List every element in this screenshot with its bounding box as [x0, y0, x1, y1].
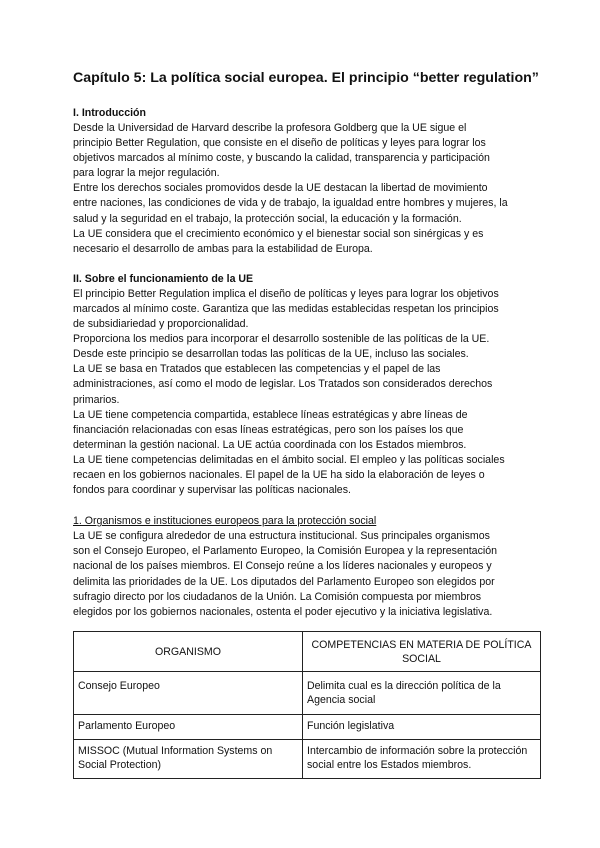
paragraph: [73, 529, 543, 620]
text-line: Proporciona los medios para incorporar el desarrollo sostenible de las políticas de la UE.: [73, 333, 490, 346]
document-page: [73, 70, 543, 620]
table-header-row: [74, 632, 541, 672]
text-line: fondos para coordinar y supervisar las políticas nacionales.: [73, 484, 351, 497]
table-cell: Delimita cual es la dirección política de la Agencia social: [303, 672, 541, 715]
text-line: Desde la Universidad de Harvard describe la profesora Goldberg que la UE sigue el: [73, 122, 467, 134]
text-line: para lograr la mejor regulación.: [73, 167, 220, 180]
text-line: La UE tiene competencias delimitadas en el ámbito social. El empleo y las políticas sociales: [73, 453, 505, 466]
text-line: administraciones, así como el modo de legislar. Los Tratados son considerados derechos: [73, 378, 493, 391]
text-line: de subsidiariedad y proporcionalidad.: [73, 318, 249, 331]
table-row: [74, 715, 541, 740]
text-line: Desde este principio se desarrollan todas las políticas de la UE, incluso las sociales.: [73, 348, 469, 361]
table-cell: Intercambio de información sobre la protección social entre los Estados miembros.: [303, 740, 541, 779]
text-line: recaen en los gobiernos nacionales. El papel de la UE ha sido la elaboración de leyes o: [73, 468, 485, 481]
section-heading: II. Sobre el funcionamiento de la UE: [73, 272, 254, 285]
text-line: principio Better Regulation, que consiste en el diseño de políticas y leyes para lograr los: [73, 137, 486, 150]
table-cell: Función legislativa: [303, 715, 541, 740]
table-cell: Consejo Europeo: [74, 672, 303, 715]
text-line: La UE se basa en Tratados que establecen las competencias y el papel de las: [73, 363, 441, 376]
paragraph: [73, 121, 543, 257]
paragraph: [73, 287, 543, 498]
text-line: sufragio directo por los ciudadanos de la Unión. La Comisión compuesta por miembros: [73, 590, 482, 603]
subsection-heading: 1. Organismos e instituciones europeos para la protección social: [73, 515, 377, 528]
text-line: determinan la gestión nacional. La UE actúa coordinada con los Estados miembros.: [73, 438, 467, 451]
text-line: La UE tiene competencia compartida, establece líneas estratégicas y abre líneas de: [73, 408, 468, 421]
table-header-cell: ORGANISMO: [74, 632, 303, 672]
table-cell: Parlamento Europeo: [74, 715, 303, 740]
table-header-cell: COMPETENCIAS EN MATERIA DE POLÍTICA SOCIAL: [303, 632, 541, 672]
text-line: nacional de los países miembros. El Consejo reúne a los líderes nacionales y europeos y: [73, 560, 492, 573]
text-line: La UE considera que el crecimiento económico y el bienestar social son sinérgicas y es: [73, 227, 484, 240]
text-line: primarios.: [73, 393, 120, 406]
text-line: son el Consejo Europeo, el Parlamento Europeo, la Comisión Europea y la representación: [73, 545, 497, 558]
text-line: objetivos marcados al mínimo coste, y buscando la calidad, transparencia y participación: [73, 152, 490, 165]
text-line: entre naciones, las condiciones de vida y de trabajo, la igualdad entre hombres y mujeres, la: [73, 197, 508, 210]
table-row: [74, 740, 541, 779]
table-row: [74, 672, 541, 715]
text-line: delimita las prioridades de la UE. Los diputados del Parlamento Europeo son elegidos por: [73, 575, 495, 588]
text-line: Entre los derechos sociales promovidos desde la UE destacan la libertad de movimiento: [73, 182, 488, 195]
text-line: necesario el desarrollo de ambas para la estabilidad de Europa.: [73, 242, 373, 255]
section-heading: I. Introducción: [73, 107, 146, 119]
page-title: Capítulo 5: La política social europea. El principio “better regulation”: [73, 70, 539, 86]
text-line: El principio Better Regulation implica el diseño de políticas y leyes para lograr los objetivos: [73, 287, 499, 300]
text-line: marcados al mínimo coste. Garantiza que las medidas establecidas respetan los principios: [73, 302, 499, 315]
text-line: elegidos por los gobiernos nacionales, ostenta el poder ejecutivo y la iniciativa legislativa.: [73, 605, 493, 618]
text-line: La UE se configura alrededor de una estructura institucional. Sus principales organismos: [73, 530, 490, 543]
table-cell: MISSOC (Mutual Information Systems on Social Protection): [74, 740, 303, 779]
text-line: salud y la seguridad en el trabajo, la protección social, la educación y la formación.: [73, 212, 462, 225]
text-line: financiación relacionadas con esas líneas estratégicas, pero son los países los que: [73, 423, 464, 436]
organisms-table: [73, 631, 541, 779]
